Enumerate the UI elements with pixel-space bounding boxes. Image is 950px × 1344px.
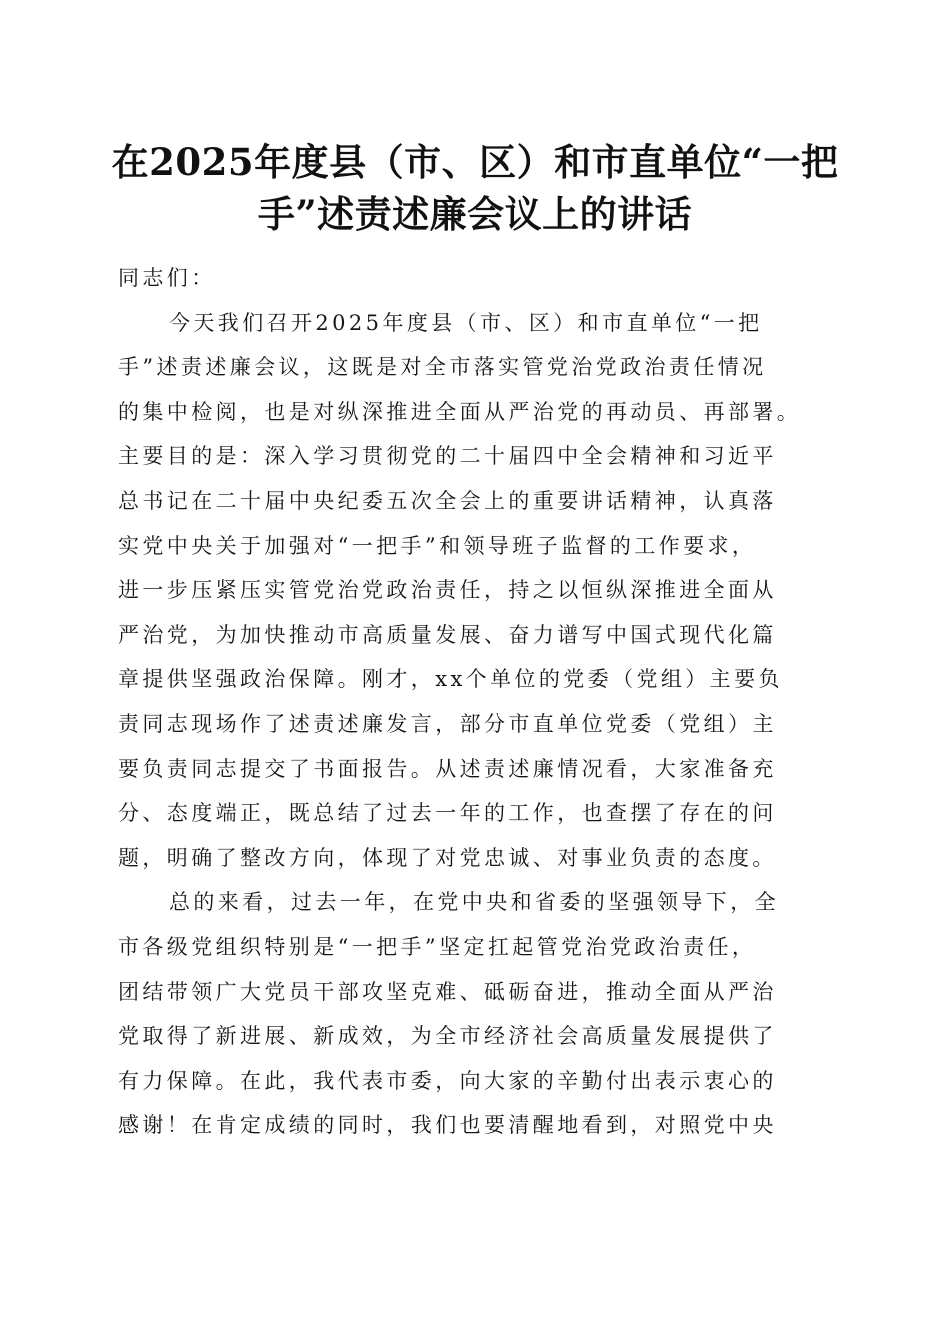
- paragraph-2-line-1: 总的来看，过去一年，在党中央和省委的坚强领导下，全: [169, 890, 779, 915]
- paragraph-2-line-4: 党取得了新进展、新成效，为全市经济社会高质量发展提供了: [118, 1024, 777, 1049]
- paragraph-1-line-9: 章提供坚强政治保障。刚才，xx个单位的党委（党组）主要负: [118, 667, 783, 692]
- paragraph-1-line-13: 题，明确了整改方向，体现了对党忠诚、对事业负责的态度。: [118, 845, 777, 870]
- paragraph-1-line-8: 严治党，为加快推动市高质量发展、奋力谱写中国式现代化篇: [118, 622, 777, 647]
- paragraph-1-line-10: 责同志现场作了述责述廉发言，部分市直单位党委（党组）主: [118, 711, 777, 736]
- paragraph-1-line-6: 实党中央关于加强对“一把手”和领导班子监督的工作要求，: [118, 533, 757, 558]
- paragraph-1-line-11: 要负责同志提交了书面报告。从述责述廉情况看，大家准备充: [118, 756, 777, 781]
- paragraph-1-line-3: 的集中检阅，也是对纵深推进全面从严治党的再动员、再部署。: [118, 399, 802, 424]
- paragraph-2-line-2: 市各级党组织特别是“一把手”坚定扛起管党治党政治责任，: [118, 934, 757, 959]
- paragraph-1-line-5: 总书记在二十届中央纪委五次全会上的重要讲话精神，认真落: [118, 488, 777, 513]
- paragraph-1-line-2: 手”述责述廉会议，这既是对全市落实管党治党政治责任情况: [118, 355, 767, 380]
- title-line-1: 在2025年度县（市、区）和市直单位“一把: [111, 140, 839, 184]
- paragraph-1-line-7: 进一步压紧压实管党治党政治责任，持之以恒纵深推进全面从: [118, 578, 777, 603]
- paragraph-2-line-6: 感谢！在肯定成绩的同时，我们也要清醒地看到，对照党中央: [118, 1113, 777, 1138]
- title-line-2: 手”述责述廉会议上的讲话: [257, 192, 693, 236]
- paragraph-2-line-3: 团结带领广大党员干部攻坚克难、砥砺奋进，推动全面从严治: [118, 979, 777, 1004]
- paragraph-1-line-12: 分、态度端正，既总结了过去一年的工作，也查摆了存在的问: [118, 801, 777, 826]
- paragraph-1-line-1: 今天我们召开2025年度县（市、区）和市直单位“一把: [169, 310, 763, 335]
- salutation: 同志们：: [118, 266, 216, 290]
- document-title: [100, 136, 850, 240]
- document-body: [118, 256, 838, 1148]
- paragraph-1-line-4: 主要目的是：深入学习贯彻党的二十届四中全会精神和习近平: [118, 444, 777, 469]
- paragraph-2-line-5: 有力保障。在此，我代表市委，向大家的辛勤付出表示衷心的: [118, 1068, 777, 1093]
